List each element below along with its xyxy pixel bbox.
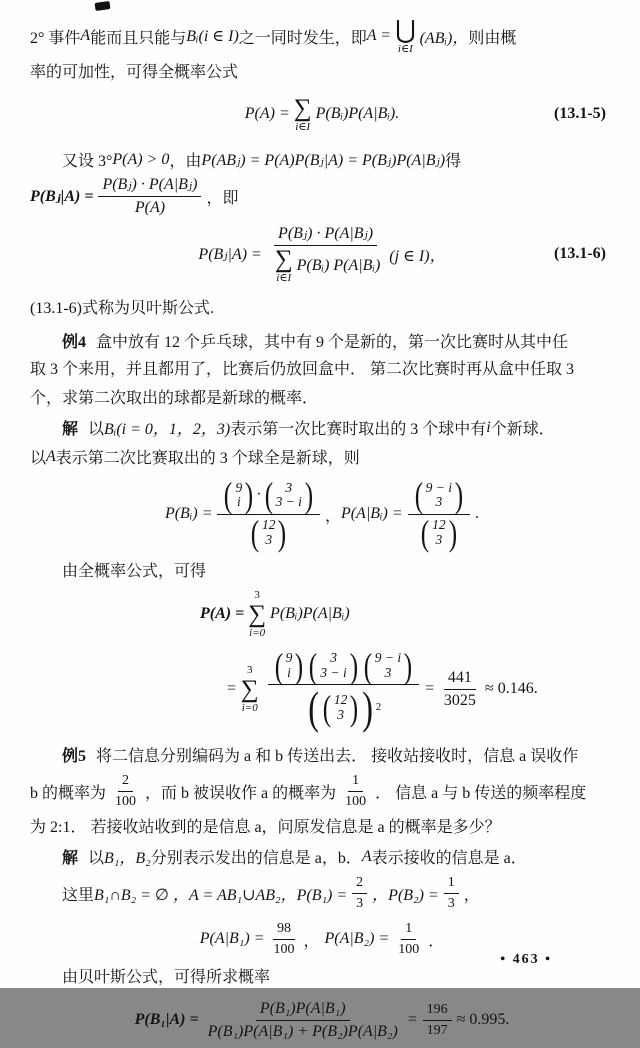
binom-bottom: 3 − i	[275, 494, 302, 510]
example5-setup-line	[30, 871, 614, 915]
binomial-9minusi-3	[362, 645, 414, 686]
example4-line1	[30, 326, 614, 355]
example4-solution-line1	[30, 413, 614, 442]
fraction-bayes-simple	[98, 175, 201, 218]
comma-separator: ，	[324, 507, 341, 525]
example5-line3: 为 2:1． 若接收站收到的是信息 a，问原发信息是 a 的概率是多少？	[30, 819, 501, 836]
sum-upper: 3	[254, 588, 260, 601]
union-subscript: i∈I	[397, 42, 413, 55]
para-bayes-name: (13.1-6)式称为贝叶斯公式.	[30, 300, 214, 317]
fraction-numerator: P(Bⱼ) · P(A|Bⱼ)	[274, 224, 377, 246]
solution-text-1: 以	[88, 850, 105, 867]
intro-text-3: 之一同时发生，即	[238, 29, 367, 47]
equation-13-1-6	[30, 218, 614, 290]
math-i: i	[486, 418, 491, 436]
binomial-12-3	[419, 512, 459, 553]
right-paren: )	[304, 475, 314, 516]
left-paren: (	[309, 645, 318, 686]
pabi-lhs: P(A|Bᵢ) =	[340, 505, 403, 522]
sum-operator	[294, 96, 312, 133]
solution-text-3: 表示接收的信息是 a．	[371, 850, 527, 867]
union-operator	[395, 18, 416, 55]
right-paren: )	[295, 645, 304, 686]
fraction-bayes-full	[267, 224, 384, 284]
solution-text-2: 分别表示发出的信息是 a，b．	[150, 850, 362, 867]
deriv-text-4: ，即	[206, 189, 239, 207]
fraction-denominator: 100	[345, 793, 367, 809]
left-paren: (	[322, 687, 332, 728]
fraction-result	[440, 668, 480, 711]
deriv-text-3: 得	[445, 153, 462, 170]
fraction-pa-sum-term	[268, 645, 420, 733]
para-intro-line1	[30, 14, 614, 58]
solution-label: 解	[62, 850, 79, 867]
para-bayes-intro: 由贝叶斯公式，可得所求概率	[62, 969, 271, 986]
left-paren: (	[363, 645, 372, 686]
equation-number: (13.1-6)	[554, 245, 606, 262]
page-number: • 463 •	[500, 952, 552, 967]
fraction-denominator: 100	[398, 941, 420, 957]
math-PBjA-lhs: P(Bⱼ|A) =	[30, 188, 94, 205]
equation-final-bayes	[30, 992, 614, 1048]
intro-text-2: 能而且只能与	[90, 29, 187, 47]
binom-bottom: 3	[337, 706, 344, 722]
fraction-numerator	[217, 475, 319, 516]
math-A-equals: A =	[366, 27, 392, 44]
pbi-lhs: P(Bᵢ) =	[164, 505, 213, 522]
binomial-3-3minusi	[263, 475, 315, 516]
approx-result: ≈ 0.146.	[484, 680, 538, 697]
equation-pa-line1	[30, 586, 614, 642]
fraction-2-100	[111, 772, 140, 810]
sigma-symbol: ∑	[240, 675, 259, 703]
pab1-lhs: P(A|B₁) =	[199, 930, 265, 947]
right-paren: )	[403, 645, 413, 686]
binom-bottom: 3	[435, 531, 443, 547]
example5-text1: 将二信息分别编码为 a 和 b 传送出去． 接收站接收时，信息 a 误收作	[96, 748, 579, 765]
outer-left-paren: (	[307, 681, 319, 733]
eq136-condition: (j ∈ I)，	[389, 247, 446, 265]
example5-text4: ． 信息 a 与 b 传送的频率程度	[375, 784, 587, 802]
binom-top: 3	[285, 479, 293, 495]
item-number-2: 2° 事件	[30, 29, 81, 47]
fraction-denominator: P(B₁)P(A|B₁) + P(B₂)P(A|B₂)	[207, 1022, 398, 1040]
example4-solution-line2	[30, 442, 614, 471]
fraction-numerator: 196	[423, 1001, 452, 1021]
math-Bi-in-I: Bᵢ(i ∈ I)	[186, 28, 239, 45]
fraction-denominator: P(A)	[134, 198, 166, 216]
binom-top: 12	[261, 516, 276, 532]
left-paren: (	[414, 475, 423, 516]
fraction-denominator: 3	[447, 895, 455, 911]
fraction-pbi	[217, 475, 319, 553]
equation-13-1-5	[30, 87, 614, 141]
math-multiplication-rule: P(ABⱼ) = P(A)P(Bⱼ|A) = P(Bⱼ)P(A|Bⱼ)	[201, 151, 446, 169]
equation-number: (13.1-5)	[554, 105, 606, 122]
solution-text-2: 表示第一次比赛时取出的 3 个球中有	[230, 421, 487, 438]
solution-text-3: 个新球．	[490, 421, 555, 438]
binomial-9-i	[273, 645, 306, 686]
right-paren: )	[454, 475, 464, 516]
fraction-98-100	[269, 920, 298, 958]
equation-pa-line2	[30, 642, 614, 736]
math-ABi: (ABᵢ)，	[419, 29, 469, 47]
binomial-12-3	[249, 512, 289, 553]
binom-top: 9	[285, 649, 293, 665]
pa-lhs: P(A) =	[200, 605, 245, 622]
binom-top: 9 − i	[425, 479, 453, 495]
eq135-lhs: P(A) =	[244, 105, 290, 122]
dot-operator: ·	[256, 486, 262, 504]
comma-separator: ，	[303, 932, 320, 950]
pab2-lhs: P(A|B₂) =	[324, 930, 390, 947]
binomial-3-3minusi	[307, 645, 359, 686]
fraction-1-100	[394, 920, 423, 958]
fraction-denominator	[244, 512, 294, 553]
example5-line2	[30, 769, 614, 813]
math-A: A	[361, 847, 372, 865]
sigma-symbol: ∑	[293, 94, 312, 122]
sum-operator	[241, 665, 259, 714]
fraction-denominator: 100	[273, 941, 295, 957]
setup-text-1: 这里	[62, 886, 95, 904]
fraction-denominator: 3	[356, 895, 364, 911]
union-symbol: ⋃	[395, 16, 416, 44]
sum-subscript: i∈I	[276, 272, 292, 284]
right-paren: )	[349, 645, 358, 686]
equals-sign: =	[406, 1011, 418, 1028]
sum-lower: i=0	[241, 701, 258, 714]
denominator-terms: P(Bᵢ) P(A|Bᵢ)	[296, 256, 381, 274]
sum-subscript: i∈I	[295, 120, 311, 133]
deriv-text-1: 又设 3°	[62, 153, 113, 170]
fraction-numerator: 1	[348, 772, 363, 792]
example5-solution-line	[30, 842, 614, 871]
left-paren: (	[250, 512, 260, 553]
binom-top: 12	[333, 691, 348, 707]
eq136-lhs: P(Bⱼ|A) =	[198, 246, 262, 263]
math-B1-B2: B₁，B₂	[104, 850, 151, 867]
example4-label: 例4	[62, 334, 87, 351]
para-derivation-line2	[30, 174, 614, 218]
fraction-numerator	[408, 475, 470, 516]
fraction-numerator: 441	[444, 668, 476, 690]
math-events-setup: B₁∩B₂ = ∅ ，A = AB₁∪AB₂，P(B₁) =	[94, 886, 348, 904]
example5-label: 例5	[62, 748, 87, 765]
eq135-rhs: P(Bᵢ)P(A|Bᵢ).	[315, 105, 400, 122]
binom-bottom: 3 − i	[320, 664, 347, 680]
binom-bottom: i	[287, 664, 291, 680]
outer-right-paren: )	[362, 681, 374, 733]
fraction-denominator: 100	[115, 793, 137, 809]
para-intro-line2: 率的可加性，可得全概率公式	[30, 64, 239, 81]
sum-operator	[248, 590, 266, 639]
fraction-numerator: P(Bⱼ) · P(A|Bⱼ)	[98, 175, 201, 197]
binom-top: 3	[330, 649, 337, 665]
sum-upper: 3	[246, 663, 253, 676]
fraction-1-100	[341, 772, 370, 810]
intro-text-4: 则由概	[468, 29, 517, 47]
fraction-final-bayes	[204, 999, 402, 1042]
fraction-numerator: 1	[401, 920, 416, 940]
solution-text-5: 表示第二次比赛取出的 3 个球全是新球，则	[55, 450, 360, 467]
equals-sign: =	[226, 680, 237, 697]
fraction-denominator	[414, 512, 464, 553]
binom-top: 12	[432, 516, 446, 532]
solution-text-4: 以	[30, 450, 47, 467]
left-paren: (	[224, 475, 233, 516]
right-paren: )	[350, 687, 359, 728]
para-total-prob-note: 由全概率公式，可得	[62, 563, 207, 580]
fraction-numerator	[268, 645, 420, 686]
fraction-1-3	[444, 874, 459, 912]
example4-line3: 个，求第二次取出的球都是新球的概率．	[30, 390, 319, 407]
sum-operator	[275, 247, 293, 284]
period: .	[475, 505, 480, 522]
right-paren: )	[278, 512, 287, 553]
math-A: A	[80, 27, 91, 44]
approx-result: ≈ 0.995.	[456, 1011, 510, 1028]
sum-lower: i=0	[249, 626, 266, 639]
math-pb2: ，P(B₂) =	[372, 886, 439, 904]
period: ．	[428, 932, 445, 950]
solution-label: 解	[62, 421, 79, 438]
binom-bottom: 3	[435, 494, 443, 510]
left-paren: (	[420, 512, 430, 553]
fraction-196-197	[423, 1001, 452, 1039]
fraction-denominator: 197	[426, 1022, 448, 1038]
left-paren: (	[274, 645, 283, 686]
binom-bottom: 3	[384, 664, 392, 680]
fraction-numerator: 2	[118, 772, 133, 792]
binomial-9minusi-3	[413, 475, 465, 516]
fraction-denominator	[267, 246, 384, 284]
setup-text-2: ，	[463, 886, 480, 904]
left-paren: (	[264, 475, 273, 516]
deriv-text-2: ，由	[169, 153, 202, 170]
example5-line1	[30, 740, 614, 769]
exponent: 2	[375, 700, 382, 713]
example4-text1: 盒中放有 12 个乒乓球，其中有 9 个是新的，第一次比赛时从其中任	[96, 334, 569, 351]
sigma-symbol: ∑	[274, 246, 293, 273]
example5-text2: b 的概率为	[30, 784, 107, 802]
math-Bi-def: Bᵢ(i = 0，1，2，3)	[104, 421, 231, 438]
fraction-2-3	[352, 874, 367, 912]
scan-artifact	[95, 1, 111, 11]
para-derivation-line1	[30, 145, 614, 174]
binom-top: 9 − i	[374, 649, 402, 665]
fraction-numerator: 2	[352, 874, 367, 894]
fraction-denominator: 3025	[443, 691, 476, 709]
fraction-denominator	[301, 681, 387, 733]
binom-top: 9	[235, 479, 243, 495]
fraction-numerator: P(B₁)P(A|B₁)	[256, 999, 350, 1021]
equation-pbi-pabi	[30, 471, 614, 557]
binomial-12-3-squared	[306, 681, 382, 733]
equals-sign: =	[424, 680, 435, 697]
math-PA-gt-0: P(A) > 0	[112, 150, 170, 168]
binom-bottom: 3	[265, 531, 273, 547]
example4-line2: 取 3 个来用，并且都用了，比赛后仍放回盒中． 第二次比赛时再从盒中任取 3	[30, 361, 575, 378]
example5-text3: ，而 b 被误收作 a 的概率为	[145, 784, 337, 802]
fraction-numerator: 1	[444, 874, 459, 894]
right-paren: )	[448, 512, 457, 553]
final-lhs: P(B₁|A) =	[134, 1011, 199, 1028]
sigma-symbol: ∑	[248, 600, 267, 628]
math-A: A	[46, 447, 56, 465]
fraction-pabi	[408, 475, 470, 553]
binomial-9-i	[222, 475, 255, 516]
binom-bottom: i	[236, 494, 241, 510]
pa-rhs: P(Bᵢ)P(A|Bᵢ)	[270, 605, 350, 622]
solution-text-1: 以	[88, 421, 105, 438]
right-paren: )	[245, 475, 254, 516]
fraction-numerator: 98	[273, 920, 295, 940]
